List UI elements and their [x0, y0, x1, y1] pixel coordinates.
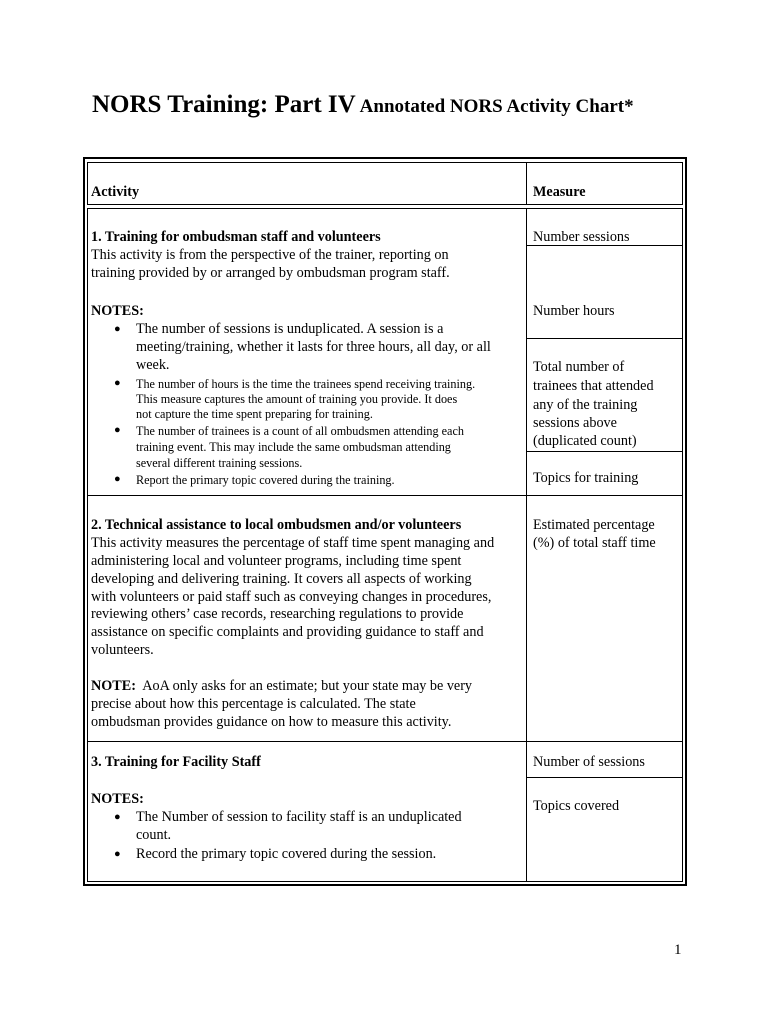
body-column-divider [526, 208, 527, 882]
bullet-icon: ● [114, 377, 121, 389]
section2-desc-line: administering local and volunteer programs, including time spent [91, 553, 462, 569]
header-activity: Activity [91, 184, 140, 200]
section1-desc-line: training provided by or arranged by ombudsman program staff. [91, 265, 450, 281]
section1-bullet2-line: not capture the time spent preparing for training. [136, 407, 373, 421]
measure-number-of-sessions: Number of sessions [533, 754, 645, 770]
section1-bullet1-line: week. [136, 357, 170, 373]
section2-desc-line: reviewing others’ case records, researching regulations to provide [91, 606, 464, 622]
header-measure: Measure [533, 184, 586, 200]
section1-bullet1-line: The number of sessions is unduplicated. A session is a [136, 321, 444, 337]
measure-trainees-line: Total number of [533, 359, 625, 375]
title-main: NORS Training: Part IV [92, 91, 356, 118]
measure-divider [526, 451, 683, 452]
measure-topics-training: Topics for training [533, 470, 639, 486]
section2-desc-line: assistance on specific complaints and providing guidance to staff and [91, 624, 484, 640]
section2-heading: 2. Technical assistance to local ombudsmen and/or volunteers [91, 517, 462, 533]
page-number: 1 [674, 942, 682, 958]
section1-bullet3-line: several different training sessions. [136, 456, 303, 470]
section2-note-line: precise about how this percentage is calculated. The state [91, 696, 416, 712]
measure-number-hours: Number hours [533, 303, 615, 319]
measure-trainees-line: any of the training [533, 397, 638, 413]
bullet-icon: ● [114, 473, 121, 485]
measure-estimated-percentage: (%) of total staff time [533, 535, 656, 551]
row-divider-1 [87, 495, 683, 496]
section1-bullet4: Report the primary topic covered during the training. [136, 473, 395, 487]
measure-divider [526, 338, 683, 339]
measure-trainees-line: (duplicated count) [533, 433, 637, 449]
section1-bullet2-line: This measure captures the amount of training you provide. It does [136, 392, 458, 406]
table-header-row [87, 162, 683, 205]
section1-notes-label: NOTES: [91, 303, 144, 319]
measure-trainees-line: trainees that attended [533, 378, 654, 394]
section2-note-label: NOTE: [91, 678, 136, 694]
bullet-icon: ● [114, 424, 121, 436]
measure-divider [526, 777, 683, 778]
section3-bullet1-line: count. [136, 827, 172, 843]
section1-bullet2-line: The number of hours is the time the trainees spend receiving training. [136, 377, 476, 391]
section2-desc-line: This activity measures the percentage of staff time spent managing and [91, 535, 495, 551]
measure-estimated-percentage: Estimated percentage [533, 517, 655, 533]
section2-note-text: AoA only asks for an estimate; but your state may be very [135, 678, 473, 694]
section1-bullet1-line: meeting/training, whether it lasts for three hours, all day, or all [136, 339, 491, 355]
bullet-icon: ● [114, 848, 121, 860]
section2-note-line: ombudsman provides guidance on how to measure this activity. [91, 714, 452, 730]
row-divider-2 [87, 741, 683, 742]
section1-desc-line: This activity is from the perspective of the trainer, reporting on [91, 247, 449, 263]
bullet-icon: ● [114, 323, 121, 335]
section2-desc-line: volunteers. [91, 642, 154, 658]
section2-desc-line: with volunteers or paid staff such as conveying changes in procedures, [91, 589, 492, 605]
section3-notes-label: NOTES: [91, 791, 144, 807]
measure-number-sessions: Number sessions [533, 229, 630, 245]
measure-trainees-line: sessions above [533, 415, 617, 431]
section1-bullet3-line: training event. This may include the same ombudsman attending [136, 440, 451, 454]
section1-heading: 1. Training for ombudsman staff and volunteers [91, 229, 381, 245]
section2-desc-line: developing and delivering training. It covers all aspects of working [91, 571, 472, 587]
section1-bullet3-line: The number of trainees is a count of all ombudsmen attending each [136, 424, 464, 438]
page-title [92, 92, 634, 117]
section3-bullet1-line: The Number of session to facility staff is an unduplicated [136, 809, 462, 825]
title-sub: Annotated NORS Activity Chart* [359, 96, 634, 117]
section3-bullet2: Record the primary topic covered during the session. [136, 846, 437, 862]
measure-topics-covered: Topics covered [533, 798, 620, 814]
bullet-icon: ● [114, 811, 121, 823]
header-divider [526, 162, 527, 205]
section2-note-line [91, 677, 472, 695]
section3-heading: 3. Training for Facility Staff [91, 754, 261, 770]
